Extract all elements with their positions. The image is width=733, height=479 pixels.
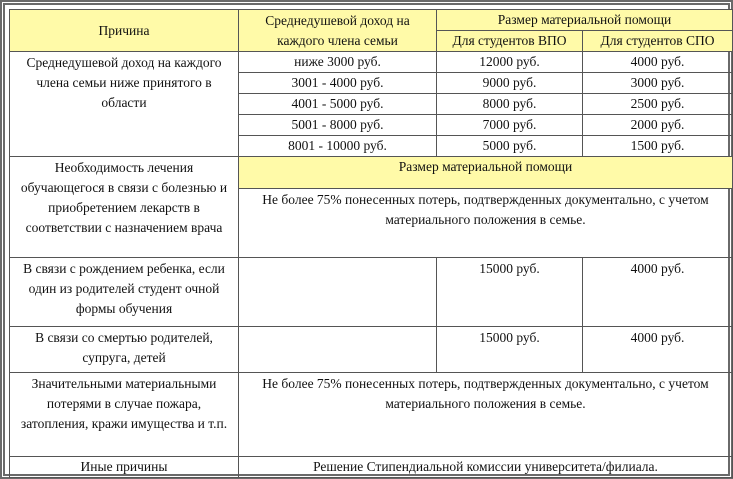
header-spo: Для студентов СПО bbox=[583, 31, 733, 52]
table-row bbox=[10, 52, 733, 73]
income-reason: Среднедушевой доход на каждого члена семьи ниже принятого в области bbox=[10, 52, 239, 157]
losses-row bbox=[10, 373, 733, 457]
losses-reason: Значительными материальными потерями в случае пожара, затопления, кражи имущества и т.п. bbox=[10, 373, 239, 457]
birth-reason: В связи с рождением ребенка, если один из родителей студент очной формы обучения bbox=[10, 258, 239, 327]
income-range: 5001 - 8000 руб. bbox=[239, 115, 437, 136]
income-vpo: 8000 руб. bbox=[437, 94, 583, 115]
header-income: Среднедушевой доход на каждого члена семьи bbox=[239, 10, 437, 52]
header-row bbox=[10, 10, 733, 31]
death-empty-cell bbox=[239, 327, 437, 373]
treatment-text: Не более 75% понесенных потерь, подтвержденных документально, с учетом материального положения в семье. bbox=[239, 189, 733, 258]
income-range: ниже 3000 руб. bbox=[239, 52, 437, 73]
income-spo: 2000 руб. bbox=[583, 115, 733, 136]
losses-text: Не более 75% понесенных потерь, подтвержденных документально, с учетом материального положения в семье. bbox=[239, 373, 733, 457]
header-vpo: Для студентов ВПО bbox=[437, 31, 583, 52]
header-reason: Причина bbox=[10, 10, 239, 52]
income-spo: 3000 руб. bbox=[583, 73, 733, 94]
income-spo: 1500 руб. bbox=[583, 136, 733, 157]
material-aid-table bbox=[9, 9, 733, 478]
income-range: 4001 - 5000 руб. bbox=[239, 94, 437, 115]
income-vpo: 12000 руб. bbox=[437, 52, 583, 73]
income-vpo: 9000 руб. bbox=[437, 73, 583, 94]
birth-row bbox=[10, 258, 733, 327]
income-vpo: 7000 руб. bbox=[437, 115, 583, 136]
treatment-reason: Необходимость лечения обучающегося в связи с болезнью и приобретением лекарств в соответствии с назначением врача bbox=[10, 157, 239, 258]
treatment-row bbox=[10, 157, 733, 189]
birth-spo: 4000 руб. bbox=[583, 258, 733, 327]
birth-empty-cell bbox=[239, 258, 437, 327]
income-range: 8001 - 10000 руб. bbox=[239, 136, 437, 157]
death-spo: 4000 руб. bbox=[583, 327, 733, 373]
death-row bbox=[10, 327, 733, 373]
death-reason: В связи со смертью родителей, супруга, детей bbox=[10, 327, 239, 373]
income-spo: 4000 руб. bbox=[583, 52, 733, 73]
other-row bbox=[10, 457, 733, 478]
other-text: Решение Стипендиальной комиссии университета/филиала. bbox=[239, 457, 733, 478]
income-spo: 2500 руб. bbox=[583, 94, 733, 115]
other-reason: Иные причины bbox=[10, 457, 239, 478]
header-aid-size: Размер материальной помощи bbox=[437, 10, 733, 31]
treatment-subheader: Размер материальной помощи bbox=[239, 157, 733, 189]
death-vpo: 15000 руб. bbox=[437, 327, 583, 373]
income-vpo: 5000 руб. bbox=[437, 136, 583, 157]
income-range: 3001 - 4000 руб. bbox=[239, 73, 437, 94]
birth-vpo: 15000 руб. bbox=[437, 258, 583, 327]
